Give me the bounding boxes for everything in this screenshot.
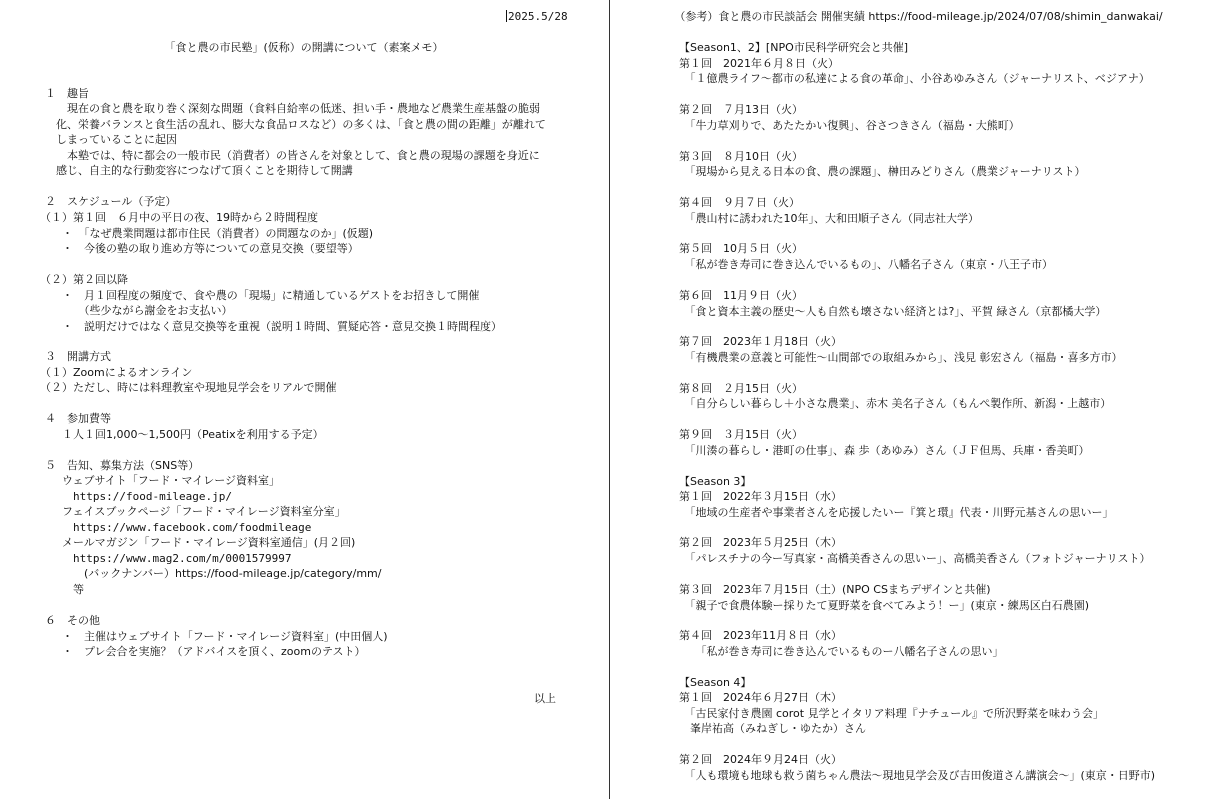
reference-title: （参考）食と農の市民談話会 開催実績 https://food-mileage.jp/2024/07/08/shimin_danwakai/: [674, 10, 1163, 23]
url-text: https://food-mileage.jp/: [40, 490, 232, 503]
url-text: https://www.facebook.com/foodmileage: [40, 521, 312, 534]
body-line: 等: [40, 583, 84, 596]
session-desc: 「古民家付き農園 corot 見学とイタリア料理『ナチュール』で所沢野菜を味わう会」: [679, 707, 1105, 720]
body-line: メールマガジン「フード・マイレージ資料室通信」(月２回): [40, 536, 356, 549]
session-desc: 「地域の生産者や事業者さんを応援したいー『箕と環』代表・川野元基さんの思いー」: [679, 506, 1114, 519]
body-line: 現在の食と農を取り巻く深刻な問題（食料自給率の低迷、担い手・農地など農業生産基盤の脆弱: [56, 102, 540, 115]
body-line: ・ 月１回程度の頻度で、食や農の「現場」に精通しているゲストをお招きして開催: [40, 289, 480, 302]
memo-date: 2025.5/28: [508, 10, 568, 23]
session-desc: 「私が巻き寿司に巻き込んでいるもの」、八幡名子さん（東京・八王子市）: [679, 258, 1053, 271]
body-line: ・ 「なぜ農業問題は都市住民（消費者）の問題なのか」(仮題): [40, 227, 374, 240]
season-heading: 【Season1、2】[NPO市民科学研究会と共催]: [679, 41, 909, 54]
session-date: 第３回 ８月10日（火）: [679, 150, 803, 163]
body-line: （１）第１回 ６月中の平日の夜、19時から２時間程度: [40, 211, 318, 224]
text-cursor: [506, 10, 507, 22]
section-heading: ３ 開講方式: [45, 350, 111, 363]
session-desc: 「川湊の暮らし・港町の仕事」、森 歩（あゆみ）さん（ＪＦ但馬、兵庫・香美町）: [679, 444, 1090, 457]
section-heading: ４ 参加費等: [45, 412, 111, 425]
session-desc: 「親子で食農体験ー採りたて夏野菜を食べてみよう！ー」(東京・練馬区白石農園): [679, 599, 1090, 612]
memo-page: [0, 0, 608, 799]
url-text: https://www.mag2.com/m/0001579997: [40, 552, 292, 565]
session-date: 第２回 2023年５月25日（木）: [679, 536, 842, 549]
body-line: ・ プレ会合を実施？（アドバイスを頂く、zoomのテスト）: [40, 645, 366, 658]
session-desc: 「現場から見える日本の食、農の課題」、榊田みどりさん（農業ジャーナリスト）: [679, 165, 1086, 178]
season-heading: 【Season 4】: [679, 676, 752, 689]
body-line: 本塾では、特に都会の一般市民（消費者）の皆さんを対象として、食と農の現場の課題を身近に: [56, 149, 540, 162]
session-desc: 「有機農業の意義と可能性～山間部での取組みから」、浅見 彰宏さん（福島・喜多方市）: [679, 351, 1123, 364]
session-desc: 「パレスチナの今ー写真家・高橋美香さんの思いー」、高橋美香さん（フォトジャーナリスト）: [679, 552, 1151, 565]
body-line: （２）ただし、時には料理教室や現地見学会をリアルで開催: [40, 381, 337, 394]
session-desc: 「私が巻き寿司に巻き込んでいるものー八幡名子さんの思い」: [679, 645, 1004, 658]
section-heading: １ 趣旨: [45, 87, 89, 100]
body-line: フェイスブックページ「フード・マイレージ資料室分室」: [40, 505, 346, 518]
reference-page: [612, 0, 1225, 799]
session-date: 第４回 2023年11月８日（水）: [679, 629, 842, 642]
body-line: ・ 説明だけではなく意見交換等を重視（説明１時間、質疑応答・意見交換１時間程度）: [40, 320, 502, 333]
memo-title: 「食と農の市民塾」(仮称）の開講について（素案メモ）: [164, 41, 444, 54]
session-date: 第３回 2023年７月15日（土）(NPO CSまちデザインと共催): [679, 583, 991, 596]
body-line: ・ 今後の塾の取り進め方等についての意見交換（要望等）: [40, 242, 359, 255]
body-line: 化、栄養バランスと食生活の乱れ、膨大な食品ロスなど）の多くは、｢食と農の間の距離」が離れて: [56, 118, 546, 131]
session-date: 第７回 2023年１月18日（火）: [679, 335, 842, 348]
closing-text: 以上: [534, 692, 556, 705]
session-desc: 「人も環境も地球も救う菌ちゃん農法～現地見学会及び吉田俊道さん講演会～」(東京・日野市): [679, 769, 1156, 782]
body-line: (バックナンバー）https://food-mileage.jp/category/mm/: [40, 567, 382, 580]
session-date: 第４回 ９月７日（火）: [679, 196, 800, 209]
session-date: 第６回 11月９日（火）: [679, 289, 803, 302]
body-line: しまっていることに起因: [56, 133, 177, 146]
section-heading: ５ 告知、募集方法（SNS等）: [45, 459, 200, 472]
session-date: 第５回 10月５日（火）: [679, 242, 803, 255]
session-desc: 「１億農ライフ～都市の私達による食の革命」、小谷あゆみさん（ジャーナリスト、ベジアナ）: [679, 72, 1150, 85]
page-divider: [609, 0, 610, 799]
section-heading: ２ スケジュール（予定）: [45, 195, 177, 208]
body-line: （些少ながら謝金をお支払い）: [40, 304, 233, 317]
session-date: 第８回 ２月15日（火）: [679, 382, 803, 395]
session-date: 第１回 2021年６月８日（火）: [679, 57, 839, 70]
season-heading: 【Season 3】: [679, 475, 752, 488]
session-desc: 「自分らしい暮らし＋小さな農業」、赤木 美名子さん（もんぺ製作所、新潟・上越市）: [679, 397, 1112, 410]
session-date: 第２回 ７月13日（火）: [679, 103, 803, 116]
session-date: 第９回 ３月15日（火）: [679, 428, 803, 441]
body-line: 感じ、自主的な行動変容につなげて頂くことを期待して開講: [56, 164, 353, 177]
session-date: 第１回 2024年６月27日（木）: [679, 691, 842, 704]
body-line: ・ 主催はウェブサイト「フード・マイレージ資料室」(中田個人): [40, 630, 388, 643]
body-line: １人１回1,000～1,500円（Peatixを利用する予定）: [40, 428, 324, 441]
body-line: ウェブサイト「フード・マイレージ資料室」: [40, 474, 281, 487]
session-desc: 「農山村に誘われた10年」、大和田順子さん（同志社大学）: [679, 212, 979, 225]
body-line: （１）Zoomによるオンライン: [40, 366, 193, 379]
session-speaker: 峯岸祐高（みねぎし・ゆたか）さん: [679, 722, 866, 735]
session-date: 第１回 2022年３月15日（水）: [679, 490, 842, 503]
session-desc: 「食と資本主義の歴史～人も自然も壊さない経済とは?」、平賀 緑さん（京都橘大学）: [679, 305, 1107, 318]
session-desc: 「牛力草刈りで、あたたかい復興」、谷さつきさん（福島・大熊町）: [679, 119, 1020, 132]
section-heading: ６ その他: [45, 614, 100, 627]
body-line: （２）第２回以降: [40, 273, 128, 286]
session-date: 第２回 2024年９月24日（火）: [679, 753, 842, 766]
